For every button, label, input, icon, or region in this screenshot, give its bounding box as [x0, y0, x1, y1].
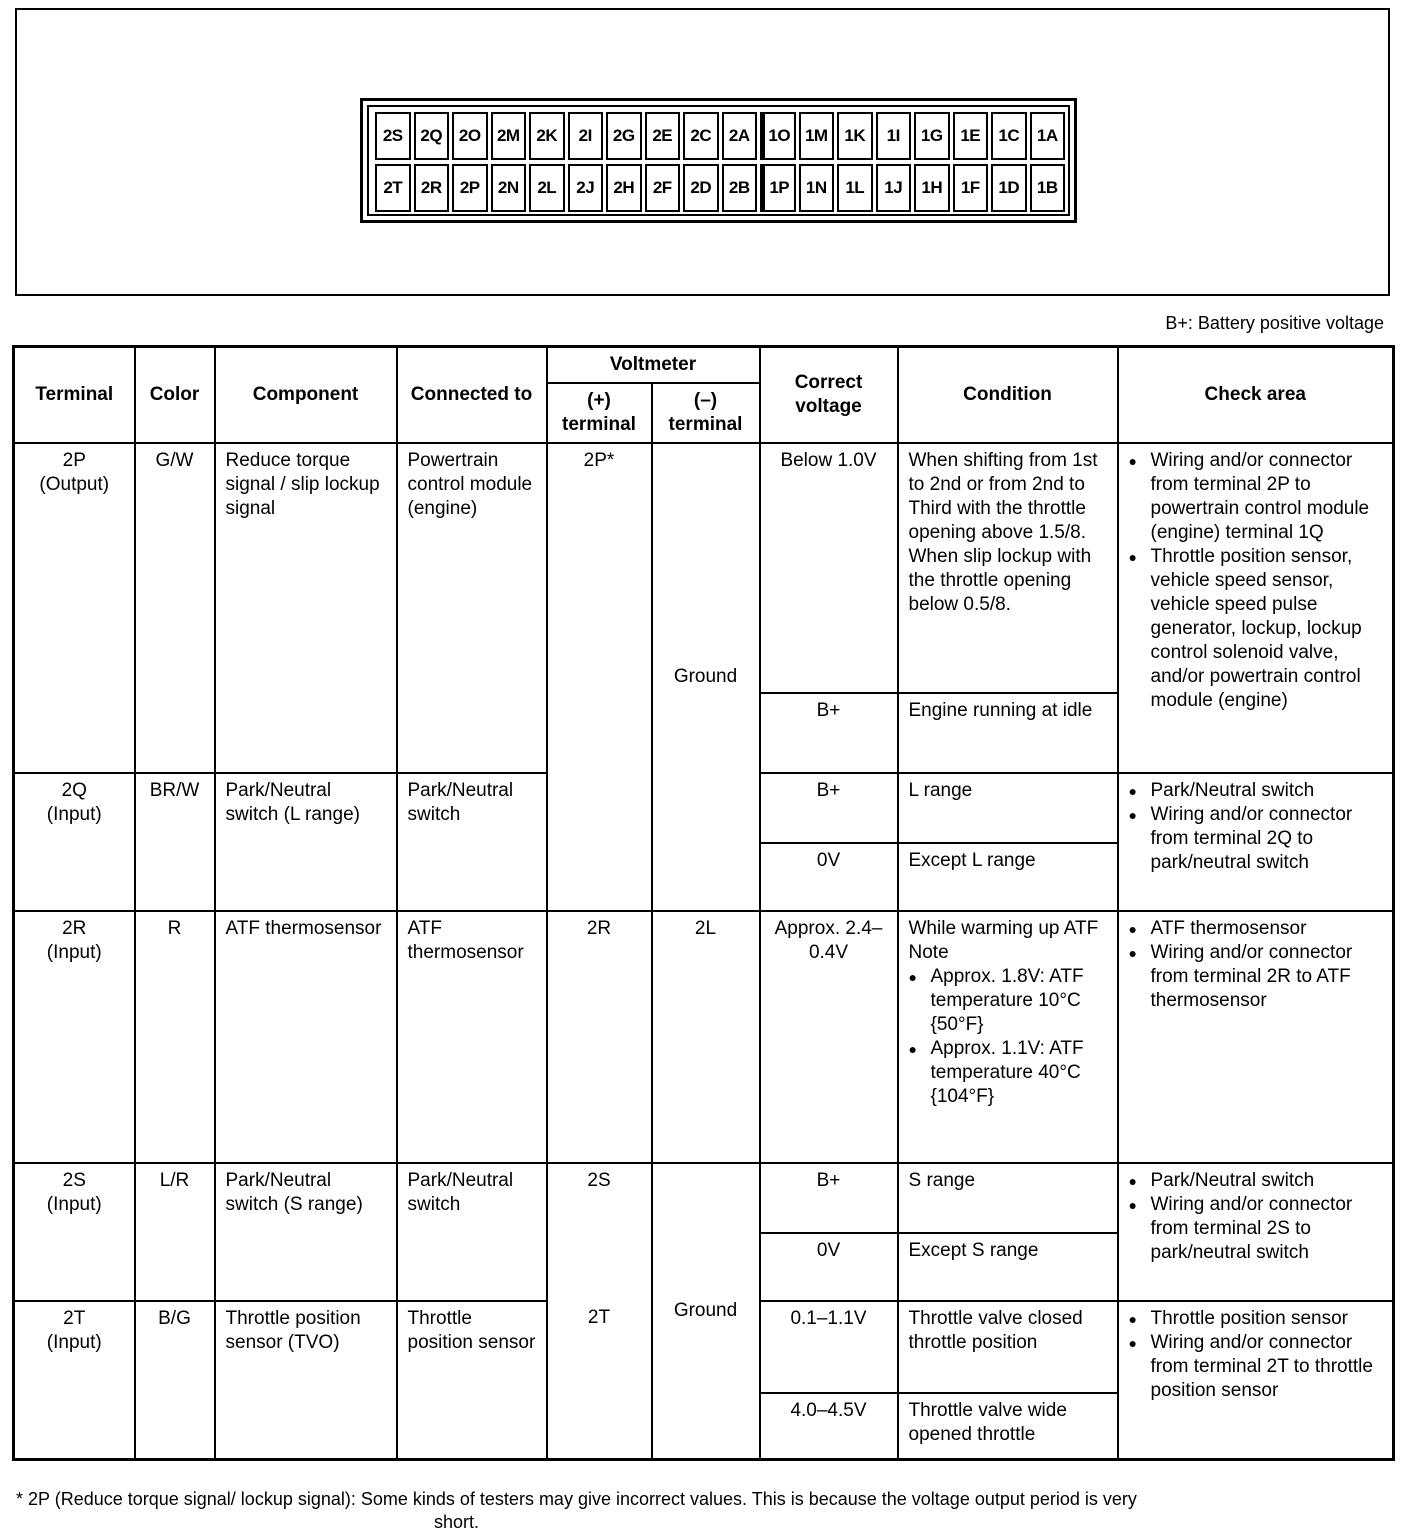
- color-cell: L/R: [135, 1163, 215, 1301]
- connector-pin: 1E: [953, 112, 989, 160]
- connector-pin: 1M: [799, 112, 835, 160]
- connector-inner-frame: [367, 105, 1070, 216]
- header-component: Component: [215, 347, 397, 444]
- connector-pin: 2C: [683, 112, 719, 160]
- note-item: ● Approx. 1.8V: ATF temperature 10°C {50°F}: [931, 965, 1107, 1037]
- voltage-cell: Approx. 2.4–0.4V: [760, 911, 898, 1163]
- terminal-cell: 2Q (Input): [14, 773, 135, 911]
- voltage-cell: Below 1.0V: [760, 443, 898, 693]
- check-item: ● Wiring and/or connector from terminal 2S to park/neutral switch: [1151, 1193, 1383, 1265]
- connector-pin: 2P: [452, 164, 488, 212]
- connector-diagram: [360, 98, 1077, 223]
- voltage-cell: B+: [760, 693, 898, 773]
- condition-cell: Throttle valve wide opened throttle: [898, 1393, 1118, 1459]
- check-area-cell: [1118, 773, 1394, 911]
- color-cell: BR/W: [135, 773, 215, 911]
- connector-pin: 2A: [722, 112, 758, 160]
- check-area-cell: [1118, 443, 1394, 773]
- connector-pin: 1A: [1030, 112, 1066, 160]
- connector-pin: 1K: [837, 112, 873, 160]
- minus-terminal-cell: 2L: [652, 911, 760, 1163]
- connector-pin: 2K: [529, 112, 565, 160]
- connected-to-cell: Powertrain control module (engine): [397, 443, 547, 773]
- check-area-cell: [1118, 911, 1394, 1163]
- condition-cell: Throttle valve closed throttle position: [898, 1301, 1118, 1393]
- color-cell: B/G: [135, 1301, 215, 1459]
- connector-diagram-box: [15, 8, 1390, 296]
- connector-pin: 2H: [606, 164, 642, 212]
- connector-pin: 2G: [606, 112, 642, 160]
- condition-cell: When shifting from 1st to 2nd or from 2nd to Third with the throttle opening above 1.5/8. When slip lockup with the throttle opening below 0.5/8.: [898, 443, 1118, 693]
- color-cell: R: [135, 911, 215, 1163]
- connected-to-cell: Throttle position sensor: [397, 1301, 547, 1459]
- check-item: ● Park/Neutral switch: [1151, 1169, 1383, 1193]
- header-condition: Condition: [898, 347, 1118, 444]
- check-item: ● Throttle position sensor, vehicle speed sensor, vehicle speed pulse generator, lockup, lockup control solenoid valve, and/or powertrain control module (engine): [1151, 545, 1383, 713]
- connector-pin: 2D: [683, 164, 719, 212]
- header-minus-terminal: (–) terminal: [652, 383, 760, 443]
- voltage-cell: 0V: [760, 1233, 898, 1301]
- connected-to-cell: Park/Neutral switch: [397, 773, 547, 911]
- voltage-cell: B+: [760, 1163, 898, 1233]
- connector-pin: 2S: [375, 112, 411, 160]
- plus-terminal-cell: 2R: [547, 911, 652, 1163]
- footnote-line-2: short.: [434, 1512, 480, 1532]
- connector-pin: 1J: [876, 164, 912, 212]
- connector-pin: 1I: [876, 112, 912, 160]
- connector-pin: 2R: [414, 164, 450, 212]
- header-check-area: Check area: [1118, 347, 1394, 444]
- connector-pin: 1C: [991, 112, 1027, 160]
- connector-pin: 2I: [568, 112, 604, 160]
- connector-pin: 2B: [722, 164, 758, 212]
- condition-cell: Except L range: [898, 843, 1118, 911]
- check-item: ● Throttle position sensor: [1151, 1307, 1383, 1331]
- voltage-cell: 4.0–4.5V: [760, 1393, 898, 1459]
- connector-pin: 2N: [491, 164, 527, 212]
- component-cell: Park/Neutral switch (S range): [215, 1163, 397, 1301]
- check-item: ● Wiring and/or connector from terminal 2Q to park/neutral switch: [1151, 803, 1383, 875]
- connector-pin: 1O: [760, 112, 796, 160]
- component-cell: ATF thermosensor: [215, 911, 397, 1163]
- terminal-cell: 2T (Input): [14, 1301, 135, 1459]
- voltage-cell: 0V: [760, 843, 898, 911]
- connector-pin: 2F: [645, 164, 681, 212]
- voltage-cell: B+: [760, 773, 898, 843]
- condition-cell: While warming up ATF Note ● Approx. 1.8V: ATF temperature 10°C {50°F} ● Approx. 1.1V: ATF temperature 40°C {104°F}: [898, 911, 1118, 1163]
- minus-terminal-cell: Ground: [652, 443, 760, 911]
- connected-to-cell: ATF thermosensor: [397, 911, 547, 1163]
- table-row: [14, 1163, 1394, 1233]
- condition-cell: S range: [898, 1163, 1118, 1233]
- condition-cell: L range: [898, 773, 1118, 843]
- terminal-cell: 2S (Input): [14, 1163, 135, 1301]
- note-item: ● Approx. 1.1V: ATF temperature 40°C {104°F}: [931, 1037, 1107, 1109]
- connector-pin: 2M: [491, 112, 527, 160]
- plus-terminal-cell: 2S 2T: [547, 1163, 652, 1459]
- connector-pin: 2Q: [414, 112, 450, 160]
- header-row: [14, 347, 1394, 384]
- footnote-line-1: * 2P (Reduce torque signal/ lockup signal): Some kinds of testers may give incorrect values. This is because the voltage output period is very: [16, 1489, 1137, 1509]
- check-item: ● Wiring and/or connector from terminal 2P to powertrain control module (engine) terminal 1Q: [1151, 449, 1383, 545]
- connector-pin: 1D: [991, 164, 1027, 212]
- connector-pin: 1F: [953, 164, 989, 212]
- check-area-cell: [1118, 1163, 1394, 1301]
- header-connected-to: Connected to: [397, 347, 547, 444]
- connector-pin: 1L: [837, 164, 873, 212]
- connector-pin: 1B: [1030, 164, 1066, 212]
- header-terminal: Terminal: [14, 347, 135, 444]
- connector-pin: 2O: [452, 112, 488, 160]
- condition-cell: Engine running at idle: [898, 693, 1118, 773]
- check-item: ● ATF thermosensor: [1151, 917, 1383, 941]
- check-item: ● Park/Neutral switch: [1151, 779, 1383, 803]
- color-cell: G/W: [135, 443, 215, 773]
- connector-pin-grid: [375, 112, 1065, 212]
- connector-pin: 2T: [375, 164, 411, 212]
- terminal-cell: 2R (Input): [14, 911, 135, 1163]
- check-item: ● Wiring and/or connector from terminal 2R to ATF thermosensor: [1151, 941, 1383, 1013]
- table-row: [14, 443, 1394, 693]
- voltage-cell: 0.1–1.1V: [760, 1301, 898, 1393]
- check-item: ● Wiring and/or connector from terminal 2T to throttle position sensor: [1151, 1331, 1383, 1403]
- connector-pin: 1H: [914, 164, 950, 212]
- minus-terminal-cell: Ground: [652, 1163, 760, 1459]
- terminal-table: [12, 345, 1395, 1461]
- connector-pin: 2J: [568, 164, 604, 212]
- connector-pin: 1N: [799, 164, 835, 212]
- legend-text: B+: Battery positive voltage: [1165, 313, 1384, 333]
- footnote: [16, 1488, 1386, 1534]
- condition-cell: Except S range: [898, 1233, 1118, 1301]
- check-area-cell: [1118, 1301, 1394, 1459]
- connected-to-cell: Park/Neutral switch: [397, 1163, 547, 1301]
- header-correct-voltage: Correct voltage: [760, 347, 898, 444]
- header-color: Color: [135, 347, 215, 444]
- terminal-cell: 2P (Output): [14, 443, 135, 773]
- component-cell: Throttle position sensor (TVO): [215, 1301, 397, 1459]
- plus-terminal-cell: 2P*: [547, 443, 652, 911]
- connector-pin: 1P: [760, 164, 796, 212]
- header-voltmeter: Voltmeter: [547, 347, 760, 384]
- connector-pin: 2L: [529, 164, 565, 212]
- connector-pin: 1G: [914, 112, 950, 160]
- table-row: [14, 911, 1394, 1163]
- connector-pin: 2E: [645, 112, 681, 160]
- component-cell: Reduce torque signal / slip lockup signal: [215, 443, 397, 773]
- header-plus-terminal: (+) terminal: [547, 383, 652, 443]
- component-cell: Park/Neutral switch (L range): [215, 773, 397, 911]
